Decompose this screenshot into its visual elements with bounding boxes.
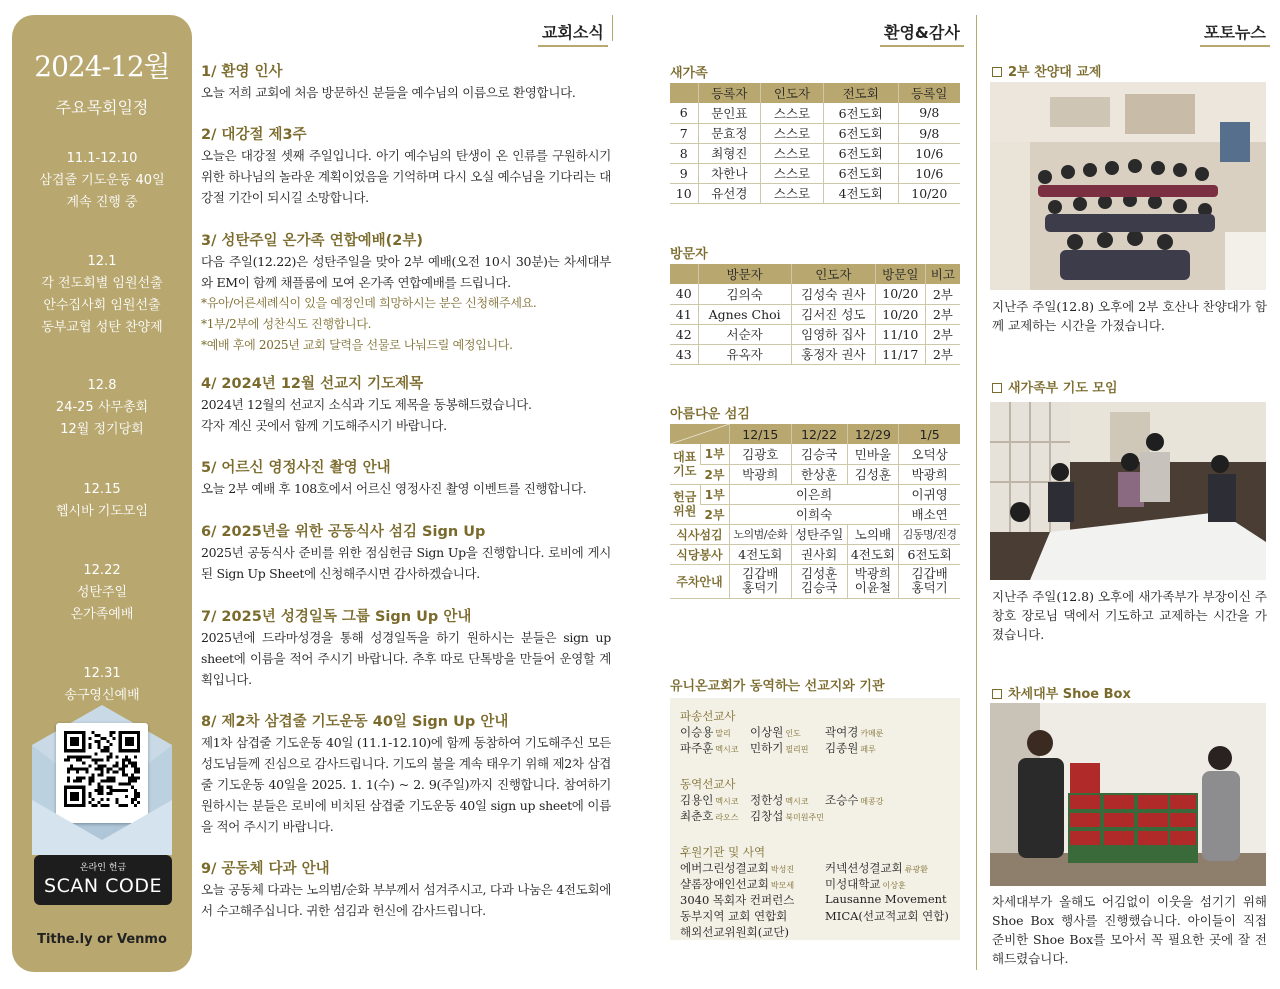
envelope-front-icon xyxy=(32,800,172,860)
news-header: 교회소식 xyxy=(538,20,608,47)
news-item xyxy=(201,712,611,837)
organization: 에버그린성결교회 박성진 xyxy=(680,861,795,875)
news-body: 2025년에 드라마성경을 통해 성경일독을 하기 원하시는 분들은 sign up sheet에 이름을 적어 주시기 바랍니다. 추후 따로 단톡방을 만들어 운영할 계획입니다. xyxy=(201,630,611,687)
missionary: 김용인 멕시코 xyxy=(680,793,739,807)
news-body: 2025년 공동식사 준비를 위한 점심헌금 Sign Up을 진행합니다. 로비에 게시된 Sign Up Sheet에 신청해주시면 감사하겠습니다. xyxy=(201,545,611,581)
newfamily-label: 새가족 xyxy=(670,66,708,81)
missionary: 곽여경 카메룬 xyxy=(825,725,884,739)
schedule-event: 12.1 각 전도회별 임원선출 안수집사회 임원선출 동부교협 성탄 찬양제 xyxy=(41,254,163,335)
news-title: 5/ 어르신 영정사진 촬영 안내 xyxy=(201,460,391,476)
table-row: 7 문효정 스스로 6전도회 9/8 xyxy=(670,123,960,143)
photo-caption: 지난주 주일(12.8) 오후에 새가족부가 부장이신 주창호 장로님 댁에서 기도하고 교제하는 시간을 가졌습니다. xyxy=(992,589,1267,642)
news-note: *1부/2부에 성찬식도 진행합니다. xyxy=(201,317,372,331)
checkbox-icon xyxy=(992,383,1002,393)
column-header: 방문일 xyxy=(875,264,925,284)
column-header: 인도자 xyxy=(791,264,875,284)
news-title: 8/ 제2차 삼겹줄 기도운동 40일 Sign Up 안내 xyxy=(201,714,509,730)
qr-code-icon[interactable] xyxy=(64,731,140,807)
table-row: 2부 박광희 한상훈 김성훈 박광희 xyxy=(670,464,960,484)
divider xyxy=(976,15,977,970)
missionary: 민하기 필리핀 xyxy=(750,741,809,755)
table-row: 43 유옥자 홍정자 권사 11/17 2부 xyxy=(670,344,960,364)
news-item xyxy=(201,62,611,103)
service-label: 아름다운 섬김 xyxy=(670,407,750,422)
divider xyxy=(612,15,613,41)
news-title: 6/ 2025년을 위한 공동식사 섬김 Sign Up xyxy=(201,524,486,540)
news-body: 다음 주일(12.22)은 성탄주일을 맞아 2부 예배(오전 10시 30분)는 차세대부와 EM이 함께 채플룸에 모여 온가족 연합예배를 드립니다. xyxy=(201,254,611,290)
news-title: 1/ 환영 인사 xyxy=(201,64,283,80)
table-row: 9 차한나 스스로 6전도회 10/6 xyxy=(670,163,960,183)
checkbox-icon xyxy=(992,67,1002,77)
news-item xyxy=(201,522,611,584)
news-item xyxy=(201,374,611,436)
column-header: 등록일 xyxy=(898,83,960,103)
table-row: 헌금위원 1부 이은희 이귀영 xyxy=(670,484,960,504)
news-body: 제1차 삼겹줄 기도운동 40일 (11.1-12.10)에 함께 동참하여 기도해주신 모든 성도님들께 진심으로 감사드립니다. 기도의 불을 계속 태우기 위해 제2차 삼겹줄 기도운동 40일을 2025. 1. 1(수) ~ 2. 9(주일)까지 진행합니다. 참여하기 원하시는 분들은 로비에 비치된 삼겹줄 기도운동 40일 sign up sheet에 이름을 적어 주시기 바랍니다. xyxy=(201,735,611,834)
schedule-event: 12.31 송구영신예배 xyxy=(64,666,140,703)
table-header-row xyxy=(670,424,960,444)
table-row: 식당봉사 4전도회 권사회 4전도회 6전도회 xyxy=(670,544,960,564)
service-table xyxy=(670,424,960,599)
news-body: 각자 계신 곳에서 함께 기도해주시기 바랍니다. xyxy=(201,418,447,433)
envelope-graphic xyxy=(32,705,172,915)
missionary: 조승수 메콩강 xyxy=(825,793,884,807)
table-row: 대표기도 1부 김광호 김승국 민바울 오덕상 xyxy=(670,444,960,464)
news-title: 2/ 대강절 제3주 xyxy=(201,127,307,143)
news-body: 오늘은 대강절 셋째 주일입니다. 아기 예수님의 탄생이 온 인류를 구원하시기 위한 하나님의 놀라운 계획이었음을 기억하며 다시 오실 예수님을 기다리는 대강절 기간이 되시길 소망합니다. xyxy=(201,148,611,205)
photo-title: 차세대부 Shoe Box xyxy=(992,683,1131,702)
table-row: 2부 이희숙 배소연 xyxy=(670,504,960,524)
checkbox-icon xyxy=(992,689,1002,699)
photo-title: 2부 찬양대 교제 xyxy=(992,61,1101,80)
column-header: 12/22 xyxy=(791,424,847,444)
column-header: 방문자 xyxy=(698,264,791,284)
choir-photo xyxy=(990,82,1266,290)
news-item xyxy=(201,607,611,690)
missionary: 파주훈 멕시코 xyxy=(680,741,739,755)
organization: Lausanne Movement xyxy=(825,892,947,906)
table-row: 6 문인표 스스로 6전도회 9/8 xyxy=(670,103,960,123)
schedule-event: 11.1-12.10 삼겹줄 기도운동 40일 계속 진행 중 xyxy=(39,151,165,210)
column-header: 12/29 xyxy=(847,424,899,444)
column-header: 등록자 xyxy=(698,83,761,103)
photo-title: 새가족부 기도 모임 xyxy=(992,377,1118,396)
column-header: 인도자 xyxy=(761,83,824,103)
missions-panel xyxy=(670,698,960,940)
news-item xyxy=(201,231,611,356)
visitors-table xyxy=(670,264,960,365)
group-photo-icon xyxy=(990,82,1266,290)
prayer-meeting-photo xyxy=(990,402,1266,580)
missions-subheading: 파송선교사 xyxy=(680,709,736,723)
column-header: 1/5 xyxy=(899,424,960,444)
scan-code-caption: 온라인 헌금 xyxy=(79,863,127,873)
news-body: 오늘 2부 예배 후 108호에서 어르신 영정사진 촬영 이벤트를 진행합니다. xyxy=(201,481,587,496)
missions-title: 유니온교회가 동역하는 선교지와 기관 xyxy=(670,679,885,694)
news-body: 오늘 공동체 다과는 노의범/순화 부부께서 섬겨주시고, 다과 나눔은 4전도회에서 수고해주십니다. 귀한 섬김과 헌신에 감사드립니다. xyxy=(201,882,611,918)
table-row: 41 Agnes Choi 김서진 성도 10/20 2부 xyxy=(670,304,960,324)
table-header-row xyxy=(670,264,960,284)
news-note: *예배 후에 2025년 교회 달력을 선물로 나눠드릴 예정입니다. xyxy=(201,338,513,352)
organization: 커넥션성결교회 류광환 xyxy=(825,861,928,875)
table-row: 8 최형진 스스로 6전도회 10/6 xyxy=(670,143,960,163)
scan-code-label: SCAN CODE xyxy=(44,875,162,897)
shoebox-photo xyxy=(990,703,1266,886)
table-row: 10 유선경 스스로 4전도회 10/20 xyxy=(670,183,960,203)
news-body: 오늘 저희 교회에 처음 방문하신 분들을 예수님의 이름으로 환영합니다. xyxy=(201,85,576,100)
news-title: 3/ 성탄주일 온가족 연합예배(2부) xyxy=(201,233,423,249)
news-item xyxy=(201,458,611,499)
schedule-sidebar xyxy=(12,15,192,972)
photo-caption: 차세대부가 올해도 어김없이 이웃을 섬기기 위해 Shoe Box 행사를 진행했습니다. 아이들이 직접 준비한 Shoe Box를 모아서 꼭 필요한 곳에 잘 전해드렸습니다. xyxy=(992,894,1267,966)
organization: 해외선교위원회(교단) xyxy=(680,925,789,939)
news-item xyxy=(201,859,611,921)
schedule-event: 12.8 24-25 사무총회 12월 정기당회 xyxy=(55,378,149,437)
welcome-header: 환영&감사 xyxy=(880,20,964,47)
organization: 샬롬장애인선교회 박모세 xyxy=(680,877,795,891)
missionary: 최춘호 라오스 xyxy=(680,809,739,823)
organization: MICA(선교적교회 연합) xyxy=(825,909,949,923)
news-note: *유아/어른세례식이 있을 예정인데 희망하시는 분은 신청해주세요. xyxy=(201,296,537,310)
schedule-year: 2024-12월 xyxy=(34,50,170,83)
photo-caption: 지난주 주일(12.8) 오후에 2부 호산나 찬양대가 함께 교제하는 시간을 가졌습니다. xyxy=(992,299,1267,333)
schedule-subtitle: 주요목회일정 xyxy=(55,98,149,117)
table-row: 40 김의숙 김성숙 권사 10/20 2부 xyxy=(670,284,960,304)
news-title: 4/ 2024년 12월 선교지 기도제목 xyxy=(201,376,424,392)
meeting-photo-icon xyxy=(990,402,1266,580)
table-row: 주차안내 김갑배 홍덕기 김성훈 김승국 박광희 이윤철 김갑배 홍덕기 xyxy=(670,564,960,598)
column-header: 비고 xyxy=(925,264,960,284)
column-header: 전도회 xyxy=(823,83,898,103)
news-body: 2024년 12월의 선교지 소식과 기도 제목을 동봉해드렸습니다. xyxy=(201,397,532,412)
news-item xyxy=(201,125,611,208)
missionary: 이상원 인도 xyxy=(750,725,801,739)
organization: 미성대학교 이상훈 xyxy=(825,877,906,891)
visitors-label: 방문자 xyxy=(670,247,708,262)
shoebox-photo-icon xyxy=(990,703,1266,886)
missionary: 이승용 말리 xyxy=(680,725,731,739)
tithe-info: Tithe.ly or Venmo xyxy=(37,932,167,947)
organization: 동부지역 교회 연합회 xyxy=(680,909,788,923)
news-title: 9/ 공동체 다과 안내 xyxy=(201,861,330,877)
missions-subheading: 동역선교사 xyxy=(680,777,736,791)
table-header-row xyxy=(670,83,960,103)
missions-subheading: 후원기관 및 사역 xyxy=(680,845,766,859)
organization: 3040 목회자 컨퍼런스 xyxy=(680,893,795,907)
schedule-event: 12.22 성탄주일 온가족예배 xyxy=(70,563,134,622)
table-row: 식사섬김 노의범/순화 성탄주일 노의배 김동명/진경 xyxy=(670,524,960,544)
scan-code-box[interactable] xyxy=(34,855,172,905)
missionary: 김종원 페루 xyxy=(825,741,876,755)
news-title: 7/ 2025년 성경일독 그룹 Sign Up 안내 xyxy=(201,609,472,625)
table-row: 42 서순자 임영하 집사 11/10 2부 xyxy=(670,324,960,344)
missionary: 정한성 멕시코 xyxy=(750,793,809,807)
column-header: 12/15 xyxy=(729,424,791,444)
photo-news-header: 포토뉴스 xyxy=(1200,20,1270,47)
schedule-event: 12.15 헵시바 기도모임 xyxy=(55,482,149,519)
missionary: 김창섭 북미원주민 xyxy=(750,809,824,823)
newfamily-table xyxy=(670,83,960,204)
